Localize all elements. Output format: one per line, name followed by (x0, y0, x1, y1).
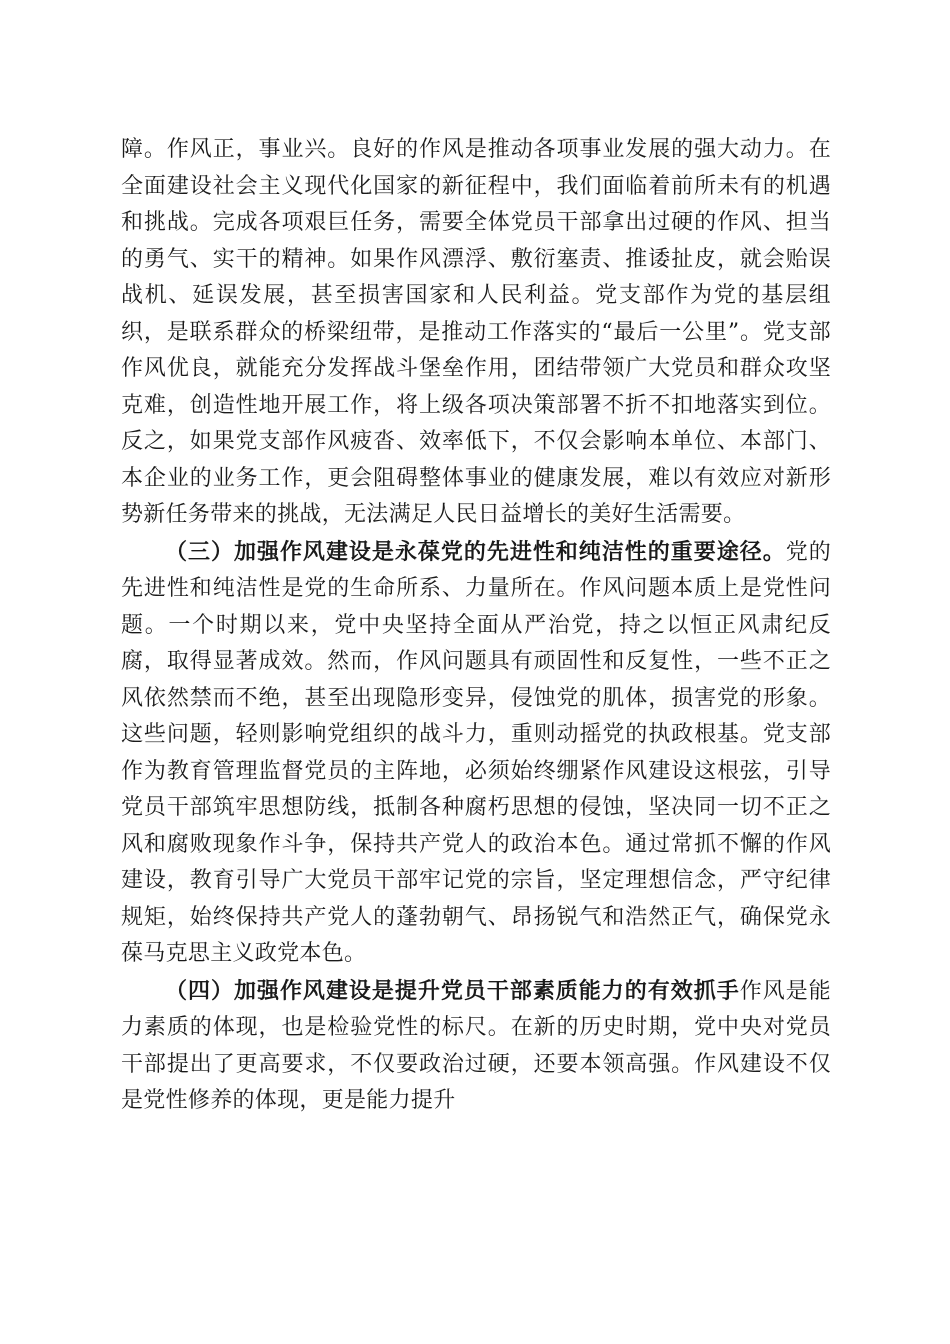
section-4-body: 作风是能力素质的体现，也是检验党性的标尺。在新的历史时期，党中央对党员干部提出了更高要求，不仅要政治过硬，还要本领高强。作风建设不仅是党性修养的体现，更是能力提升 (121, 978, 831, 1113)
paragraph-continued: 障。作风正，事业兴。良好的作风是推动各项事业发展的强大动力。在全面建设社会主义现代化国家的新征程中，我们面临着前所未有的机遇和挑战。完成各项艰巨任务，需要全体党员干部拿出过硬的作风、担当的勇气、实干的精神。如果作风漂浮、敷衍塞责、推诿扯皮，就会贻误战机、延误发展，甚至损害国家和人民利益。党支部作为党的基层组织，是联系群众的桥梁纽带，是推动工作落实的“最后一公里”。党支部作风优良，就能充分发挥战斗堡垒作用，团结带领广大党员和群众攻坚克难，创造性地开展工作，将上级各项决策部署不折不扣地落实到位。反之，如果党支部作风疲沓、效率低下，不仅会影响本单位、本部门、本企业的业务工作，更会阻碍整体事业的健康发展，难以有效应对新形势新任务带来的挑战，无法满足人民日益增长的美好生活需要。 (121, 137, 831, 527)
section-4-heading: （四）加强作风建设是提升党员干部素质能力的有效抓手 (165, 977, 740, 1004)
section-3-body: 党的先进性和纯洁性是党的生命所系、力量所在。作风问题本质上是党性问题。一个时期以来，党中央坚持全面从严治党，持之以恒正风肃纪反腐，取得显著成效。然而，作风问题具有顽固性和反复性，一些不正之风依然禁而不绝，甚至出现隐形变异，侵蚀党的肌体，损害党的形象。这些问题，轻则影响党组织的战斗力，重则动摇党的执政根基。党支部作为教育管理监督党员的主阵地，必须始终绷紧作风建设这根弦，引导党员干部筑牢思想防线，抵制各种腐朽思想的侵蚀，坚决同一切不正之风和腐败现象作斗争，保持共产党人的政治本色。通过常抓不懈的作风建设，教育引导广大党员干部牢记党的宗旨，坚定理想信念，严守纪律规矩，始终保持共产党人的蓬勃朝气、昂扬锐气和浩然正气，确保党永葆马克思主义政党本色。 (121, 539, 831, 966)
section-3-paragraph (121, 534, 831, 973)
section-4-paragraph (121, 973, 831, 1120)
document-page (121, 132, 831, 1120)
section-3-heading: （三）加强作风建设是永葆党的先进性和纯洁性的重要途径。 (165, 538, 786, 565)
